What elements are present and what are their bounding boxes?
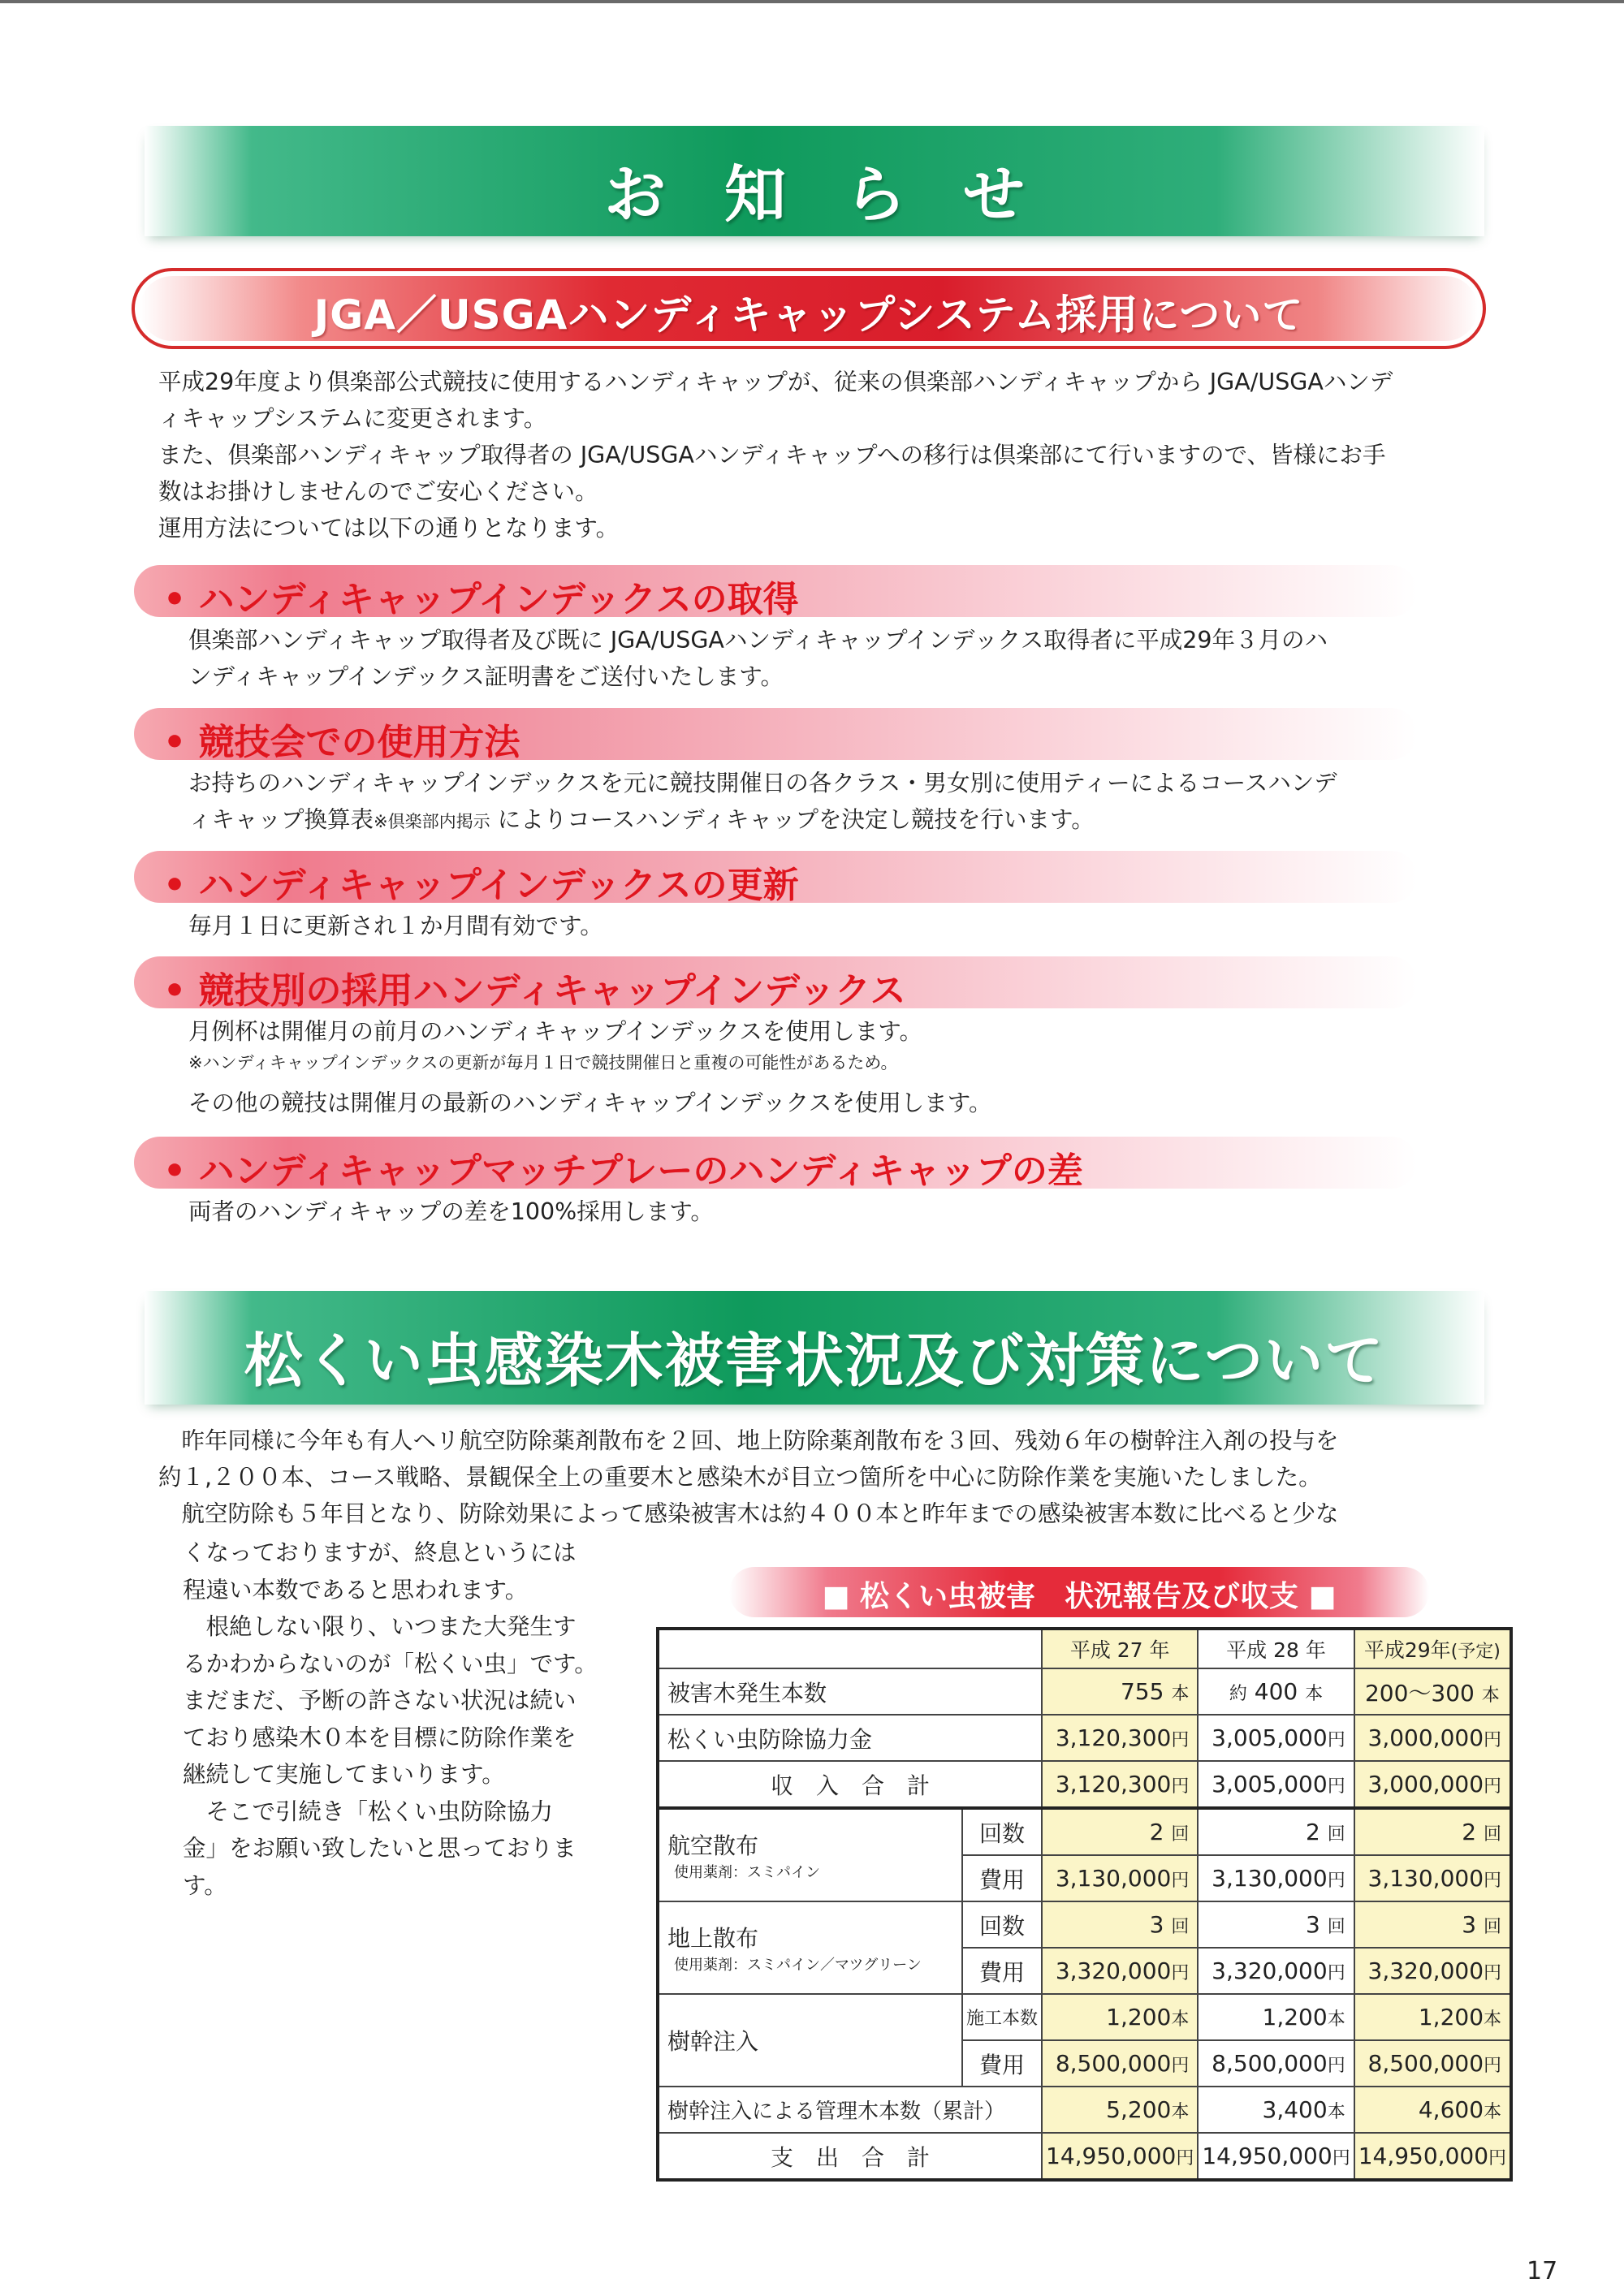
section-body-other-competitions: その他の競技は開催月の最新のハンディキャップインデックスを使用します。 (188, 1090, 992, 1116)
pine-beetle-title: 松くい虫感染木被害状況及び対策について (244, 1327, 1385, 1395)
year-header: 平成 28 年 (1198, 1629, 1354, 1668)
notice-banner (145, 126, 1484, 236)
section-heading-index-per-competition: • 競技別の採用ハンディキャップインデックス (134, 956, 1417, 1008)
section-heading-index-update: • ハンディキャップインデックスの更新 (134, 851, 1417, 903)
pine-beetle-banner (145, 1291, 1484, 1405)
jga-banner-title: JGA／USGAハンディキャップシステム採用について (313, 291, 1304, 339)
table-row: 費用 3,320,000円 3,320,000円 3,320,000円 (658, 1948, 1511, 1994)
section-body-matchplay-difference: 両者のハンディキャップの差を100%採用します。 (188, 1198, 714, 1225)
table-row: 被害木発生本数 755 本 約 400 本 200〜300 本 (658, 1668, 1511, 1715)
table-row: 費用 8,500,000円 8,500,000円 8,500,000円 (658, 2040, 1511, 2087)
jga-banner (132, 268, 1486, 349)
table-header-row (658, 1629, 1511, 1668)
section-body-monthly-cup: 月例杯は開催月の前月のハンディキャップインデックスを使用します。 (188, 1018, 923, 1045)
section-heading-index-acquisition: • ハンディキャップインデックスの取得 (134, 565, 1417, 617)
table-row: 地上散布 使用薬剤：スミパイン／マツグリーン 回数 3 回 3 回 3 回 (658, 1901, 1511, 1948)
table-title-banner: ■ 松くい虫被害 状況報告及び収支 ■ (729, 1567, 1429, 1617)
year-header: 平成 27 年 (1042, 1629, 1198, 1668)
pine-damage-table (656, 1627, 1513, 2182)
top-rule (0, 0, 1624, 3)
page-number: 17 (1527, 2257, 1558, 2285)
notice-title: お知らせ (604, 158, 1083, 231)
table-row: 樹幹注入 施工本数 1,200本 1,200本 1,200本 (658, 1994, 1511, 2040)
section-body-index-update: 毎月１日に更新され１か月間有効です。 (188, 913, 603, 939)
section-note-update-overlap: ※ハンディキャップインデックスの更新が毎月１日で競技開催日と重複の可能性があるため。 (188, 1053, 898, 1072)
section-body-index-acquisition: 倶楽部ハンディキャップ取得者及び既に JGA/USGAハンディキャップインデックス取得者に平成29年３月のハ ンディキャップインデックス証明書をご送付いたします。 (188, 627, 1328, 690)
section-heading-competition-usage: • 競技会での使用方法 (134, 708, 1417, 760)
pine-paragraph-continued: くなっておりますが、終息というには 程遠い本数であると思われます。 根絶しない限り、いつまた大発生す るかわからないのが「松くい虫」です。 まだまだ、予断の許さない状況は続い ており感染木０本を目標に防除作業を 継続して実施してまいります。 そこで引続き「松くい虫防除協力 金」をお願い致したいと思っておりま す。 (183, 1539, 598, 1899)
table-row: 航空散布 使用薬剤：スミパイン 回数 2 回 2 回 2 回 (658, 1808, 1511, 1855)
section-heading-matchplay-difference: • ハンディキャップマッチプレーのハンディキャップの差 (134, 1137, 1417, 1189)
section-body-competition-usage: お持ちのハンディキャップインデックスを元に競技開催日の各クラス・男女別に使用ティーによるコースハンデ ィキャップ換算表※倶楽部内掲示 によりコースハンディキャップを決定し競技を行います。 (188, 770, 1337, 833)
pine-paragraph: 昨年同様に今年も有人ヘリ航空防除薬剤散布を２回、地上防除薬剤散布を３回、残効６年の樹幹注入剤の投与を 約１,２００本、コース戦略、景観保全上の重要木と感染木が目立つ箇所を中心に防除作業を実施いたしました。 航空防除も５年目となり、防除効果によって感染被害木は約４００本と昨年までの感染被害本数に比べると少な (158, 1427, 1339, 1527)
table-row: 収 入 合 計 3,120,300円 3,005,000円 3,000,000円 (658, 1761, 1511, 1808)
year-header: 平成29年(予定) (1354, 1629, 1511, 1668)
table-row: 費用 3,130,000円 3,130,000円 3,130,000円 (658, 1855, 1511, 1901)
table-row: 支 出 合 計 14,950,000円 14,950,000円 14,950,000円 (658, 2133, 1511, 2180)
table-row: 松くい虫防除協力金 3,120,300円 3,005,000円 3,000,000円 (658, 1715, 1511, 1761)
jga-intro: 平成29年度より倶楽部公式競技に使用するハンディキャップが、従来の倶楽部ハンディキャップから JGA/USGAハンデ ィキャップシステムに変更されます。 また、倶楽部ハンディキャップ取得者の JGA/USGAハンディキャップへの移行は倶楽部にて行いますので、皆様にお手 数はお掛けしませんのでご安心ください。 運用方法については以下の通りとなります。 (158, 369, 1393, 542)
table-row: 樹幹注入による管理木本数（累計） 5,200本 3,400本 4,600本 (658, 2087, 1511, 2133)
